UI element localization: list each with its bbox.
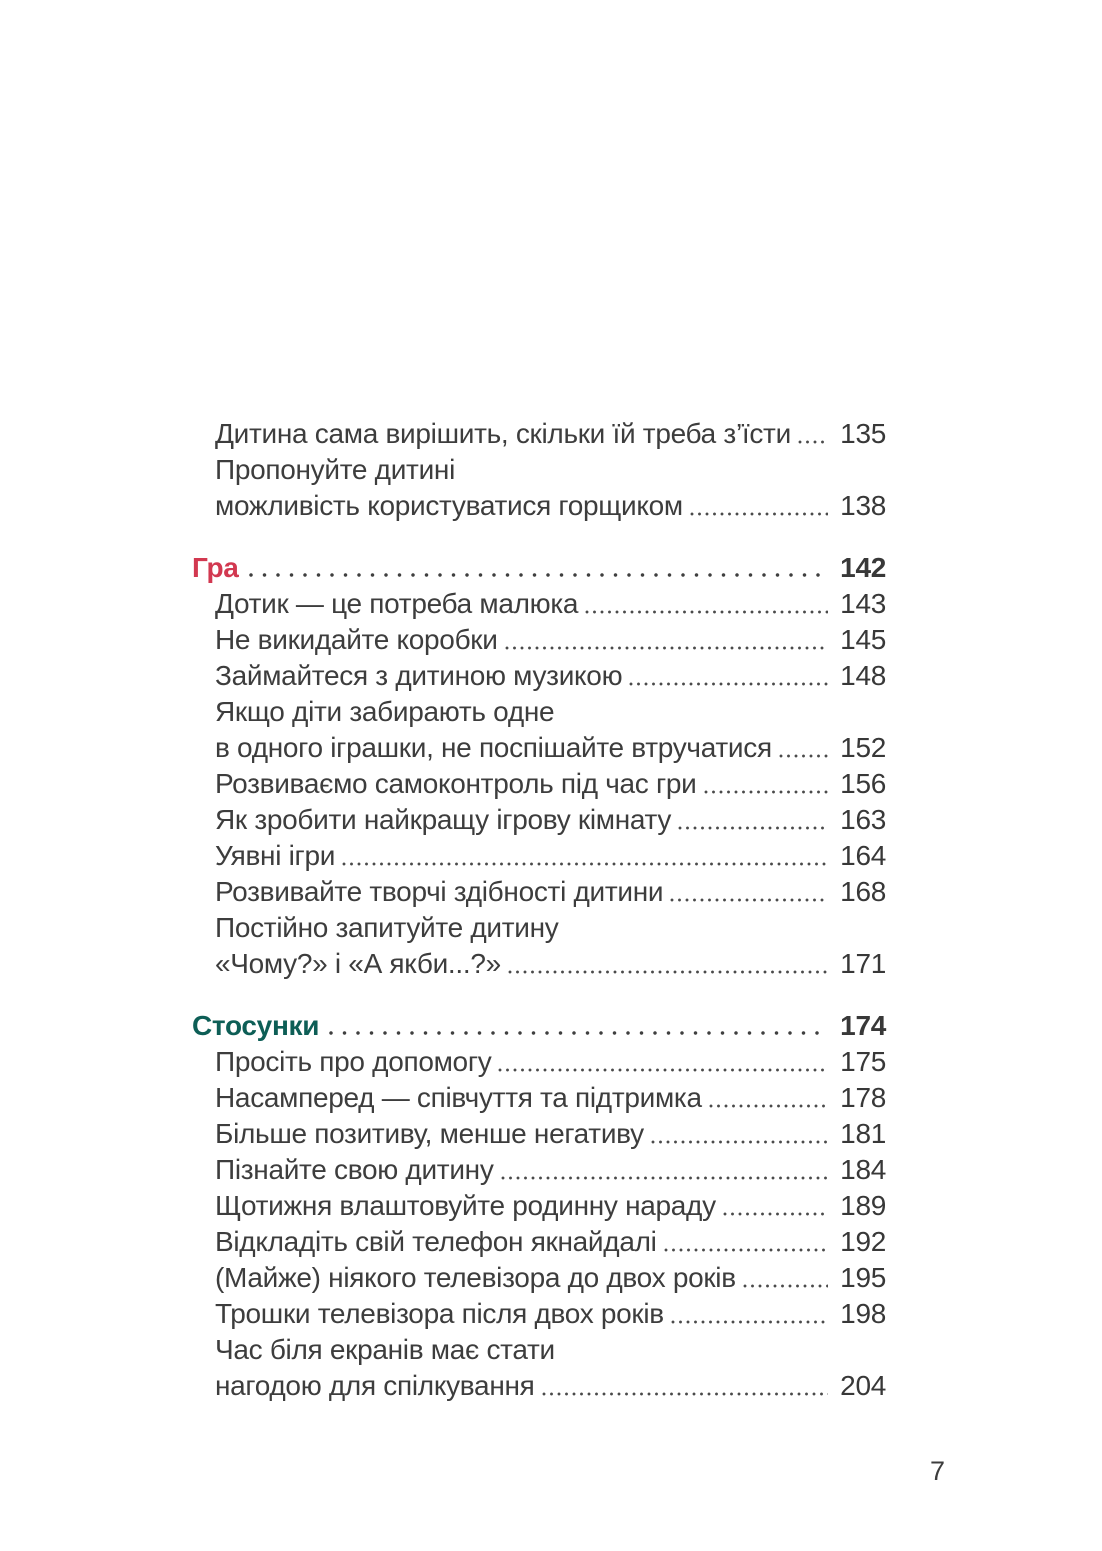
toc-entry-title: Більше позитиву, менше негативу — [215, 1118, 644, 1149]
toc-page-number: 174 — [840, 1010, 886, 1041]
toc-entry-title: можливість користуватися горщиком — [215, 490, 683, 521]
toc-page-number: 192 — [840, 1226, 886, 1257]
toc-entry — [192, 586, 886, 622]
toc-entry-title: Якщо діти забирають одне — [215, 696, 555, 727]
dot-leader — [342, 862, 828, 866]
toc-entry — [192, 1080, 886, 1116]
toc-entry — [192, 1116, 886, 1152]
toc-entry-title: «Чому?» і «А якби...?» — [215, 948, 501, 979]
toc-entry — [192, 1296, 886, 1332]
toc-entry — [192, 910, 886, 946]
folio-page-number: 7 — [930, 1456, 946, 1486]
toc-entry — [192, 1332, 886, 1368]
toc-entry-title: Щотижня влаштовуйте родинну нараду — [215, 1190, 716, 1221]
dot-leader — [704, 790, 829, 794]
dot-leader — [542, 1392, 828, 1396]
toc-entry-title: Як зробити найкращу ігрову кімнату — [215, 804, 672, 835]
toc-entry-title: Пропонуйте дитині — [215, 454, 455, 485]
dot-leader — [678, 826, 828, 830]
dot-leader — [508, 970, 828, 974]
toc-page-number: 198 — [840, 1298, 886, 1329]
dot-leader — [664, 1248, 828, 1252]
toc-entry-title: Пізнайте свою дитину — [215, 1154, 494, 1185]
dot-leader — [498, 1068, 828, 1072]
toc-entry-title: Розвивайте творчі здібності дитини — [215, 876, 664, 907]
dot-leader — [798, 440, 828, 444]
dot-leader — [671, 1320, 828, 1324]
toc-entry — [192, 730, 886, 766]
toc-entry — [192, 416, 886, 452]
toc-page-number: 145 — [840, 624, 886, 655]
toc-page-number: 181 — [840, 1118, 886, 1149]
dot-leader — [505, 646, 828, 650]
toc-page-number: 135 — [840, 418, 886, 449]
toc-section-title: Гра — [192, 552, 239, 583]
toc-entry-title: Не викидайте коробки — [215, 624, 498, 655]
toc-entry-title: Займайтеся з дитиною музикою — [215, 660, 623, 691]
toc-entry — [192, 658, 886, 694]
toc-page-number: 163 — [840, 804, 886, 835]
toc-entry-title: Відкладіть свій телефон якнайдалі — [215, 1226, 657, 1257]
toc-entry-title: Час біля екранів має стати — [215, 1334, 555, 1365]
dot-leader — [690, 512, 828, 516]
toc-page-number: 142 — [840, 552, 886, 583]
toc-entry-title: Трошки телевізора після двох років — [215, 1298, 664, 1329]
dot-leader — [743, 1284, 828, 1288]
dot-leader — [249, 573, 822, 577]
toc-entry — [192, 1188, 886, 1224]
toc-entry — [192, 1260, 886, 1296]
dot-leader — [629, 682, 828, 686]
toc-entry-title: в одного іграшки, не поспішайте втручатися — [215, 732, 772, 763]
toc-page-number: 184 — [840, 1154, 886, 1185]
toc-page-number: 189 — [840, 1190, 886, 1221]
dot-leader — [651, 1140, 828, 1144]
toc-entry-title: Дотик — це потреба малюка — [215, 588, 579, 619]
toc-page-number: 143 — [840, 588, 886, 619]
toc-entry-title: Розвиваємо самоконтроль під час гри — [215, 768, 697, 799]
dot-leader — [585, 610, 828, 614]
toc-page-number: 168 — [840, 876, 886, 907]
dot-leader — [709, 1104, 828, 1108]
toc-entry — [192, 1368, 886, 1404]
toc-entry — [192, 622, 886, 658]
toc-page-number: 138 — [840, 490, 886, 521]
dot-leader — [670, 898, 828, 902]
dot-leader — [501, 1176, 828, 1180]
toc-page-number: 152 — [840, 732, 886, 763]
toc-page-number: 178 — [840, 1082, 886, 1113]
toc-entry-title: (Майже) ніякого телевізора до двох років — [215, 1262, 736, 1293]
toc-entry — [192, 802, 886, 838]
toc-entry-title: Просіть про допомогу — [215, 1046, 492, 1077]
toc-section-title: Стосунки — [192, 1010, 320, 1041]
toc-entry — [192, 1152, 886, 1188]
toc-entry — [192, 838, 886, 874]
dot-leader — [329, 1031, 822, 1035]
toc-page-number: 156 — [840, 768, 886, 799]
toc-entry-title: Постійно запитуйте дитину — [215, 912, 559, 943]
toc-page-number: 195 — [840, 1262, 886, 1293]
toc-entry-title: Насамперед — співчуття та підтримка — [215, 1082, 702, 1113]
toc-entry — [192, 694, 886, 730]
toc-entry — [192, 874, 886, 910]
toc-entry — [192, 766, 886, 802]
toc-page-number: 148 — [840, 660, 886, 691]
toc-entry — [192, 1044, 886, 1080]
toc-entry — [192, 452, 886, 488]
toc-entry — [192, 1224, 886, 1260]
toc-page-number: 164 — [840, 840, 886, 871]
toc-list — [192, 416, 886, 1404]
toc-entry-title: Уявні ігри — [215, 840, 336, 871]
toc-page-number: 171 — [840, 948, 886, 979]
dot-leader — [779, 754, 828, 758]
dot-leader — [723, 1212, 828, 1216]
toc-entry-title: Дитина сама вирішить, скільки їй треба з’їсти — [215, 418, 791, 449]
toc-page-number: 204 — [840, 1370, 886, 1401]
toc-section-heading — [192, 550, 886, 586]
toc-section-heading — [192, 1008, 886, 1044]
toc-entry-title: нагодою для спілкування — [215, 1370, 535, 1401]
toc-entry — [192, 946, 886, 982]
toc-page-number: 175 — [840, 1046, 886, 1077]
toc-entry — [192, 488, 886, 524]
